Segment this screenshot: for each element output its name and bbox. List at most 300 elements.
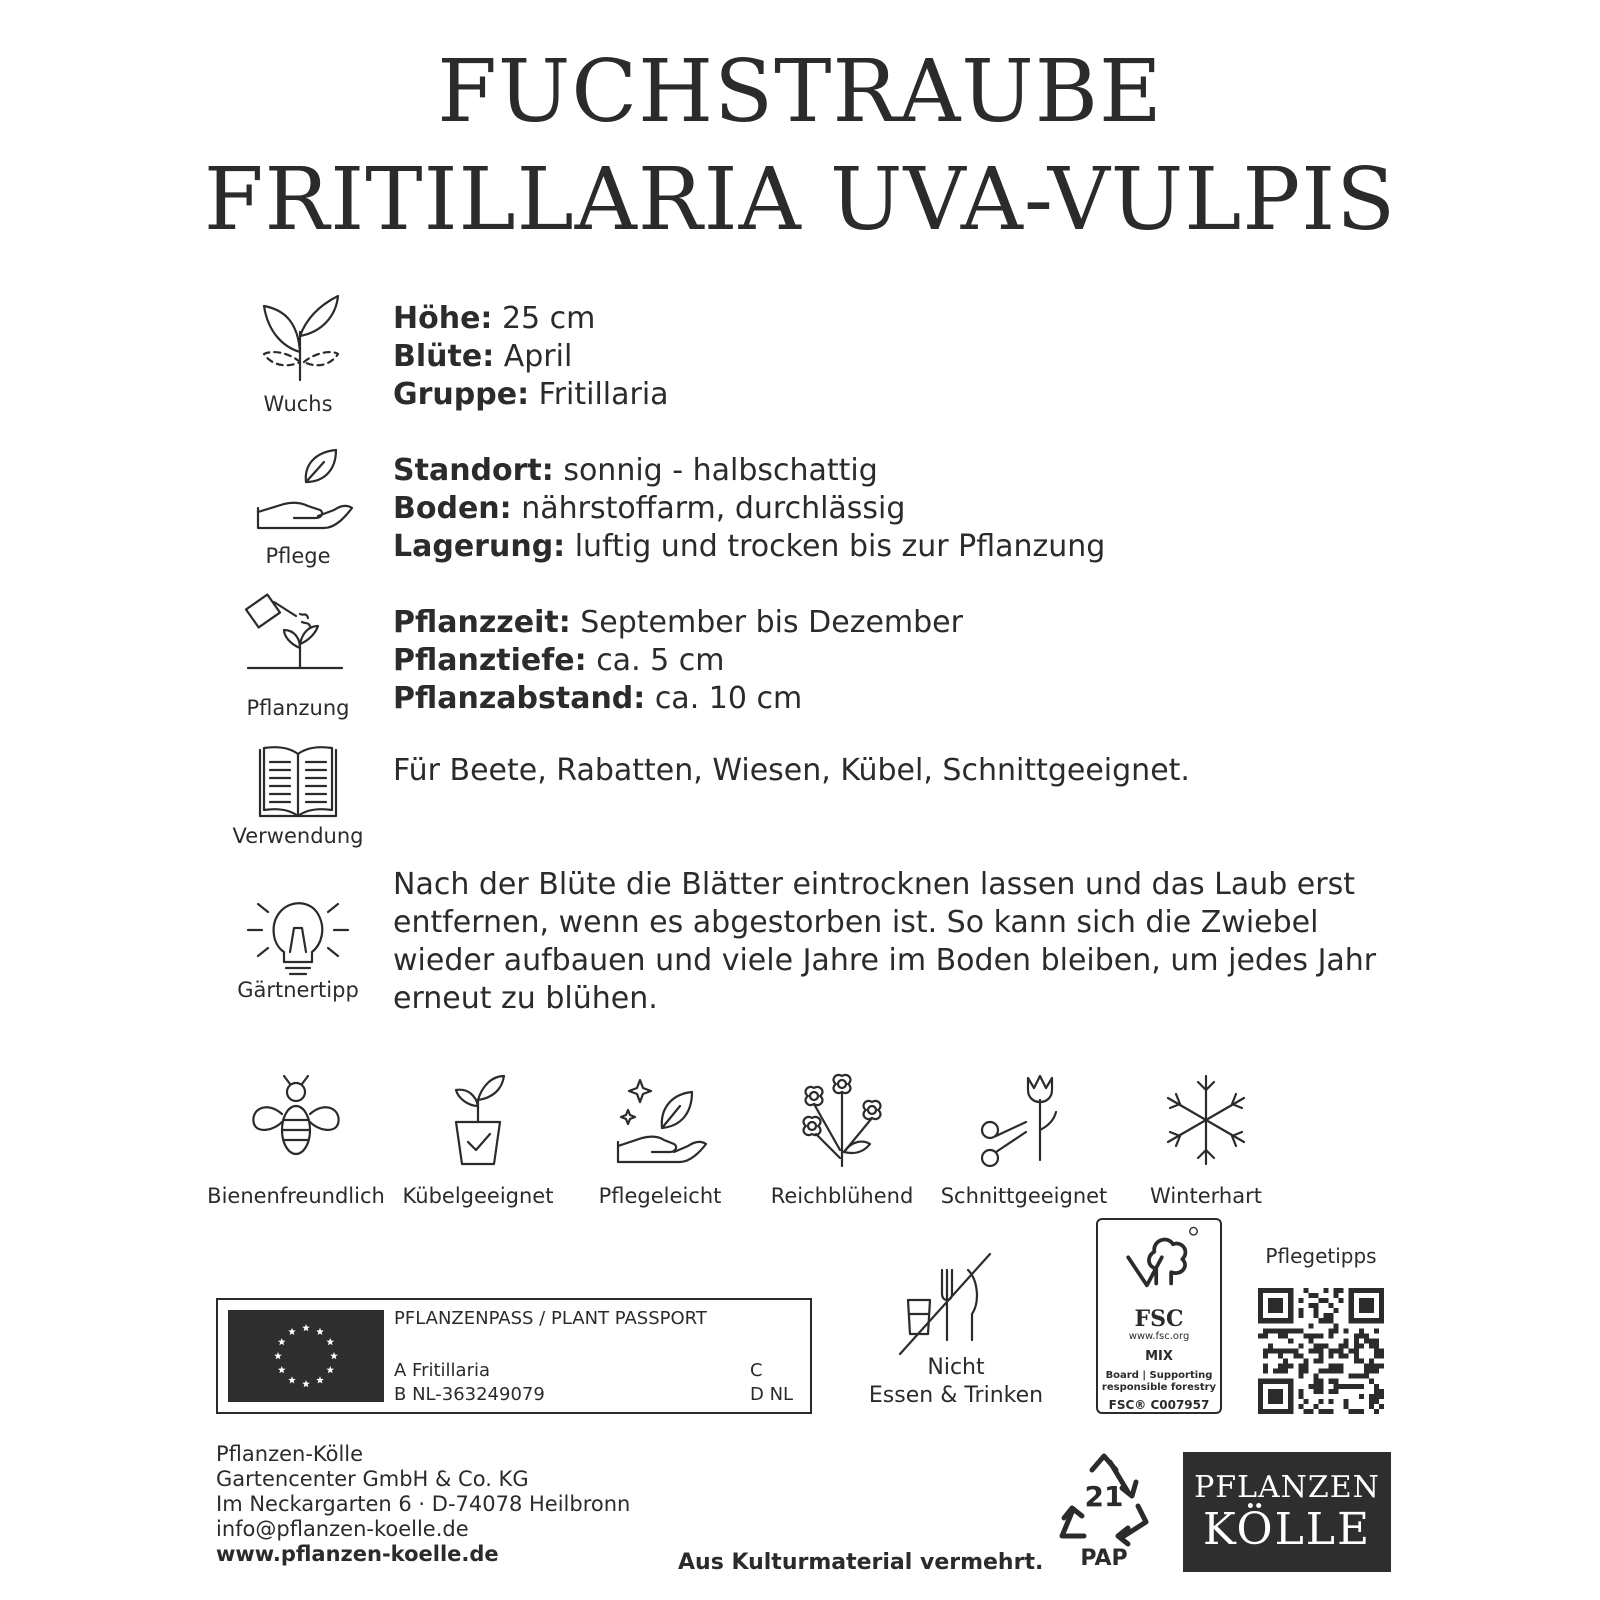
qr-module	[1329, 1389, 1334, 1394]
qr-module	[1339, 1369, 1344, 1374]
qr-module	[1334, 1364, 1339, 1369]
qr-module	[1308, 1293, 1313, 1298]
qr-module	[1283, 1369, 1288, 1374]
qr-module	[1298, 1354, 1303, 1359]
qr-module	[1359, 1328, 1364, 1333]
qr-module	[1369, 1343, 1374, 1348]
qr-module	[1329, 1313, 1334, 1318]
fsc-desc1: Board | Supporting	[1105, 1370, 1213, 1381]
qr-module	[1349, 1308, 1354, 1313]
qr-module	[1268, 1409, 1273, 1414]
qr-module	[1313, 1333, 1318, 1338]
passport-c: C	[750, 1360, 763, 1381]
fsc-code: FSC® C007957	[1108, 1398, 1210, 1412]
qr-module	[1359, 1288, 1364, 1293]
qr-module	[1318, 1369, 1323, 1374]
passport-b: B NL-363249079	[394, 1384, 545, 1405]
qr-module	[1268, 1288, 1273, 1293]
qr-module	[1359, 1343, 1364, 1348]
gaertnertipp-line: Nach der Blüte die Blätter eintrocknen lassen und das Laub erst	[393, 867, 1355, 902]
qr-module	[1334, 1389, 1339, 1394]
qr-module	[1329, 1409, 1334, 1414]
qr-module	[1283, 1328, 1288, 1333]
qr-module	[1318, 1389, 1323, 1394]
qr-module	[1293, 1348, 1298, 1353]
passport-d: D NL	[750, 1384, 794, 1405]
qr-module	[1288, 1338, 1293, 1343]
qr-module	[1369, 1308, 1374, 1313]
qr-module	[1334, 1293, 1339, 1298]
qr-module	[1268, 1298, 1273, 1303]
qr-module	[1268, 1379, 1273, 1384]
qr-module	[1258, 1288, 1263, 1293]
qr-module	[1288, 1328, 1293, 1333]
qr-module	[1318, 1384, 1323, 1389]
qr-module	[1329, 1348, 1334, 1353]
qr-module	[1349, 1313, 1354, 1318]
qr-module	[1278, 1409, 1283, 1414]
flowers-icon	[792, 1070, 892, 1170]
qr-module	[1263, 1328, 1268, 1333]
qr-module	[1324, 1298, 1329, 1303]
qr-module	[1364, 1364, 1369, 1369]
qr-module	[1273, 1328, 1278, 1333]
qr-label: Pflegetipps	[1265, 1244, 1377, 1268]
qr-module	[1334, 1323, 1339, 1328]
qr-module	[1379, 1288, 1384, 1293]
qr-module	[1288, 1399, 1293, 1404]
pflanzung-line: Pflanzabstand: ca. 10 cm	[393, 681, 803, 716]
qr-module	[1318, 1409, 1323, 1414]
feature-kuebelgeeignet	[388, 1070, 568, 1208]
qr-module	[1344, 1399, 1349, 1404]
qr-module	[1268, 1303, 1273, 1308]
qr-module	[1354, 1348, 1359, 1353]
qr-module	[1334, 1384, 1339, 1389]
pflanzung-line: Pflanzzeit: September bis Dezember	[393, 605, 963, 640]
verwendung-label: Verwendung	[232, 824, 364, 848]
qr-module	[1349, 1384, 1354, 1389]
qr-module	[1288, 1313, 1293, 1318]
qr-module	[1278, 1394, 1283, 1399]
qr-module	[1329, 1354, 1334, 1359]
qr-module	[1339, 1298, 1344, 1303]
pflege-line: Lagerung: luftig und trocken bis zur Pflanzung	[393, 529, 1106, 564]
qr-module	[1313, 1384, 1318, 1389]
qr-module	[1313, 1343, 1318, 1348]
qr-module	[1298, 1369, 1303, 1374]
qr-module	[1369, 1288, 1374, 1293]
qr-module	[1313, 1293, 1318, 1298]
qr-module	[1349, 1298, 1354, 1303]
not-edible-line2: Essen & Trinken	[868, 1383, 1044, 1408]
feature-label: Schnittgeeignet	[940, 1184, 1108, 1208]
qr-module	[1329, 1364, 1334, 1369]
qr-module	[1329, 1369, 1334, 1374]
qr-module	[1308, 1409, 1313, 1414]
qr-module	[1278, 1303, 1283, 1308]
qr-module	[1334, 1288, 1339, 1293]
qr-module	[1334, 1328, 1339, 1333]
qr-module	[1278, 1288, 1283, 1293]
qr-module	[1298, 1298, 1303, 1303]
qr-module	[1263, 1369, 1268, 1374]
qr-module	[1308, 1303, 1313, 1308]
pot-plant-icon	[428, 1070, 528, 1170]
qr-module	[1324, 1343, 1329, 1348]
qr-module	[1313, 1404, 1318, 1409]
qr-module	[1329, 1379, 1334, 1384]
qr-module	[1298, 1374, 1303, 1379]
qr-module	[1349, 1303, 1354, 1308]
qr-module	[1339, 1384, 1344, 1389]
qr-module	[1273, 1369, 1278, 1374]
qr-module	[1263, 1333, 1268, 1338]
qr-module	[1374, 1354, 1379, 1359]
qr-module	[1303, 1369, 1308, 1374]
qr-module	[1278, 1364, 1283, 1369]
qr-module	[1263, 1409, 1268, 1414]
qr-module	[1283, 1333, 1288, 1338]
qr-module	[1318, 1348, 1323, 1353]
qr-module	[1359, 1374, 1364, 1379]
recycling-label: PAP	[1080, 1546, 1128, 1571]
qr-module	[1318, 1359, 1323, 1364]
wuchs-line: Blüte: April	[393, 339, 573, 374]
eu-star	[316, 1376, 324, 1383]
feature-label: Kübelgeeignet	[402, 1184, 554, 1208]
address-website[interactable]: www.pflanzen-koelle.de	[216, 1542, 499, 1566]
qr-module	[1303, 1359, 1308, 1364]
qr-module	[1288, 1288, 1293, 1293]
qr-module	[1379, 1404, 1384, 1409]
qr-module	[1308, 1348, 1313, 1353]
qr-module	[1303, 1333, 1308, 1338]
not-edible-text	[856, 1354, 1056, 1410]
qr-module	[1288, 1318, 1293, 1323]
qr-module	[1349, 1374, 1354, 1379]
qr-module	[1354, 1354, 1359, 1359]
qr-module	[1268, 1343, 1273, 1348]
qr-module	[1258, 1394, 1263, 1399]
qr-module	[1354, 1359, 1359, 1364]
qr-module	[1369, 1379, 1374, 1384]
qr-module	[1263, 1379, 1268, 1384]
pflanzung-label: Pflanzung	[246, 696, 350, 720]
qr-module	[1288, 1364, 1293, 1369]
qr-module	[1374, 1394, 1379, 1399]
qr-module	[1379, 1298, 1384, 1303]
qr-module	[1379, 1364, 1384, 1369]
qr-module	[1298, 1343, 1303, 1348]
qr-module	[1324, 1369, 1329, 1374]
qr-module	[1268, 1308, 1273, 1313]
qr-module	[1364, 1333, 1369, 1338]
qr-module	[1313, 1389, 1318, 1394]
qr-module	[1349, 1348, 1354, 1353]
qr-module	[1263, 1318, 1268, 1323]
qr-module	[1374, 1318, 1379, 1323]
qr-module	[1313, 1374, 1318, 1379]
qr-module	[1273, 1303, 1278, 1308]
scissors-tulip-icon	[974, 1070, 1074, 1170]
pflanzung-line: Pflanztiefe: ca. 5 cm	[393, 643, 725, 678]
qr-module	[1268, 1348, 1273, 1353]
verwendung-text: Für Beete, Rabatten, Wiesen, Kübel, Schnittgeeignet.	[393, 753, 1190, 788]
qr-module	[1298, 1364, 1303, 1369]
qr-module	[1263, 1348, 1268, 1353]
fsc-label	[1096, 1218, 1222, 1414]
qr-module	[1258, 1399, 1263, 1404]
wuchs-line: Gruppe: Fritillaria	[393, 377, 669, 412]
qr-module	[1318, 1343, 1323, 1348]
kultur-note: Aus Kulturmaterial vermehrt.	[678, 1550, 1044, 1575]
qr-module	[1359, 1298, 1364, 1303]
qr-code-icon[interactable]	[1258, 1288, 1384, 1414]
qr-module	[1374, 1338, 1379, 1343]
qr-module	[1273, 1308, 1278, 1313]
qr-module	[1278, 1389, 1283, 1394]
qr-module	[1278, 1318, 1283, 1323]
qr-module	[1344, 1328, 1349, 1333]
no-eat-drink-icon	[898, 1250, 1008, 1360]
qr-module	[1359, 1359, 1364, 1364]
qr-module	[1283, 1288, 1288, 1293]
qr-module	[1334, 1348, 1339, 1353]
qr-module	[1329, 1303, 1334, 1308]
qr-module	[1379, 1389, 1384, 1394]
qr-module	[1369, 1303, 1374, 1308]
qr-module	[1359, 1333, 1364, 1338]
qr-module	[1288, 1348, 1293, 1353]
eu-stars-icon	[228, 1310, 384, 1402]
recycling-number: 21	[1084, 1480, 1124, 1513]
eu-star	[274, 1352, 282, 1359]
fsc-mix: MIX	[1145, 1349, 1173, 1364]
qr-module	[1364, 1369, 1369, 1374]
eu-star	[302, 1324, 310, 1331]
qr-module	[1334, 1308, 1339, 1313]
lightbulb-icon	[228, 894, 368, 984]
qr-module	[1339, 1364, 1344, 1369]
qr-module	[1288, 1409, 1293, 1414]
qr-module	[1324, 1318, 1329, 1323]
qr-module	[1298, 1389, 1303, 1394]
qr-module	[1258, 1333, 1263, 1338]
gaertnertipp-line: wieder aufbauen und viele Jahre im Boden bleiben, um jedes Jahr	[393, 943, 1377, 978]
address-email[interactable]: info@pflanzen-koelle.de	[216, 1517, 469, 1541]
qr-module	[1283, 1359, 1288, 1364]
feature-label: Winterhart	[1150, 1184, 1262, 1208]
qr-module	[1288, 1384, 1293, 1389]
qr-module	[1288, 1293, 1293, 1298]
feature-pflegeleicht	[570, 1070, 750, 1208]
qr-module	[1258, 1313, 1263, 1318]
qr-module	[1308, 1338, 1313, 1343]
pflege-line: Boden: nährstoffarm, durchlässig	[393, 491, 906, 526]
page-title-line2: FRITILLARIA UVA-VULPIS	[203, 150, 1397, 250]
eu-star	[326, 1366, 334, 1373]
qr-module	[1318, 1318, 1323, 1323]
qr-module	[1354, 1409, 1359, 1414]
pflege-details	[393, 452, 1105, 566]
feature-winterhart	[1116, 1070, 1296, 1208]
qr-module	[1278, 1348, 1283, 1353]
qr-module	[1313, 1303, 1318, 1308]
fsc-url: www.fsc.org	[1128, 1331, 1190, 1342]
gaertnertipp-label: Gärtnertipp	[237, 978, 359, 1002]
wuchs-line: Höhe: 25 cm	[393, 301, 596, 336]
qr-module	[1329, 1318, 1334, 1323]
qr-module	[1369, 1298, 1374, 1303]
qr-module	[1339, 1288, 1344, 1293]
qr-module	[1329, 1333, 1334, 1338]
pflege-label: Pflege	[265, 544, 331, 568]
qr-module	[1369, 1369, 1374, 1374]
qr-module	[1374, 1348, 1379, 1353]
not-edible-line1: Nicht	[927, 1355, 985, 1380]
address-line: Im Neckargarten 6 · D-74078 Heilbronn	[216, 1492, 631, 1516]
plant-icon	[228, 292, 368, 382]
qr-module	[1288, 1394, 1293, 1399]
qr-module	[1298, 1328, 1303, 1333]
qr-module	[1283, 1364, 1288, 1369]
qr-module	[1369, 1359, 1374, 1364]
eu-star	[278, 1338, 286, 1345]
qr-module	[1278, 1354, 1283, 1359]
qr-module	[1318, 1399, 1323, 1404]
qr-module	[1318, 1333, 1323, 1338]
fsc-brand: FSC	[1134, 1306, 1184, 1332]
fsc-tree-icon	[1098, 1220, 1220, 1304]
qr-module	[1374, 1369, 1379, 1374]
qr-module	[1258, 1389, 1263, 1394]
qr-module	[1354, 1338, 1359, 1343]
qr-module	[1344, 1404, 1349, 1409]
pflanzung-details	[393, 604, 963, 718]
qr-module	[1258, 1298, 1263, 1303]
qr-module	[1344, 1343, 1349, 1348]
eu-star	[278, 1366, 286, 1373]
qr-module	[1293, 1354, 1298, 1359]
qr-module	[1318, 1379, 1323, 1384]
qr-module	[1379, 1318, 1384, 1323]
eu-star	[288, 1328, 296, 1335]
eu-star	[288, 1376, 296, 1383]
passport-a: A Fritillaria	[394, 1360, 491, 1381]
qr-module	[1344, 1338, 1349, 1343]
qr-module	[1359, 1394, 1364, 1399]
qr-module	[1313, 1308, 1318, 1313]
qr-module	[1298, 1308, 1303, 1313]
qr-module	[1329, 1328, 1334, 1333]
qr-module	[1339, 1343, 1344, 1348]
qr-module	[1298, 1313, 1303, 1318]
qr-module	[1303, 1288, 1308, 1293]
qr-module	[1263, 1364, 1268, 1369]
qr-module	[1273, 1348, 1278, 1353]
qr-module	[1349, 1288, 1354, 1293]
qr-module	[1278, 1369, 1283, 1374]
qr-module	[1303, 1399, 1308, 1404]
qr-module	[1313, 1359, 1318, 1364]
qr-module	[1288, 1389, 1293, 1394]
pflanzen-koelle-logo	[1183, 1452, 1391, 1572]
qr-module	[1379, 1394, 1384, 1399]
qr-module	[1268, 1328, 1273, 1333]
qr-module	[1349, 1409, 1354, 1414]
bee-icon	[246, 1070, 346, 1170]
qr-module	[1308, 1384, 1313, 1389]
qr-module	[1258, 1318, 1263, 1323]
qr-module	[1258, 1303, 1263, 1308]
qr-module	[1258, 1308, 1263, 1313]
qr-module	[1369, 1399, 1374, 1404]
qr-module	[1308, 1333, 1313, 1338]
hand-leaf-icon	[228, 444, 368, 534]
eu-star	[302, 1380, 310, 1387]
qr-module	[1303, 1409, 1308, 1414]
qr-module	[1273, 1298, 1278, 1303]
qr-module	[1349, 1293, 1354, 1298]
qr-module	[1359, 1303, 1364, 1308]
qr-module	[1258, 1404, 1263, 1409]
eu-star	[330, 1352, 338, 1359]
qr-module	[1364, 1338, 1369, 1343]
qr-module	[1273, 1399, 1278, 1404]
passport-heading: PFLANZENPASS / PLANT PASSPORT	[394, 1308, 707, 1329]
qr-module	[1344, 1384, 1349, 1389]
wuchs-label: Wuchs	[263, 392, 333, 416]
qr-module	[1359, 1384, 1364, 1389]
qr-module	[1278, 1333, 1283, 1338]
qr-module	[1359, 1308, 1364, 1313]
qr-module	[1298, 1394, 1303, 1399]
qr-module	[1369, 1394, 1374, 1399]
qr-module	[1334, 1379, 1339, 1384]
qr-module	[1379, 1308, 1384, 1313]
qr-module	[1283, 1379, 1288, 1384]
qr-module	[1364, 1308, 1369, 1313]
qr-module	[1278, 1379, 1283, 1384]
recycling-icon	[1054, 1452, 1154, 1548]
qr-module	[1308, 1323, 1313, 1328]
qr-module	[1283, 1318, 1288, 1323]
qr-module	[1324, 1288, 1329, 1293]
qr-module	[1318, 1354, 1323, 1359]
qr-module	[1268, 1318, 1273, 1323]
qr-module	[1318, 1298, 1323, 1303]
qr-module	[1354, 1384, 1359, 1389]
qr-module	[1313, 1348, 1318, 1353]
gaertnertipp-details	[393, 866, 1377, 1018]
qr-module	[1369, 1364, 1374, 1369]
feature-schnittgeeignet	[934, 1070, 1114, 1208]
qr-module	[1288, 1303, 1293, 1308]
qr-module	[1273, 1394, 1278, 1399]
qr-module	[1263, 1354, 1268, 1359]
qr-module	[1278, 1399, 1283, 1404]
qr-module	[1374, 1389, 1379, 1394]
qr-module	[1258, 1384, 1263, 1389]
qr-module	[1258, 1379, 1263, 1384]
qr-module	[1364, 1303, 1369, 1308]
pflege-line: Standort: sonnig - halbschattig	[393, 453, 878, 488]
qr-module	[1303, 1364, 1308, 1369]
qr-module	[1379, 1348, 1384, 1353]
qr-module	[1268, 1399, 1273, 1404]
feature-bienenfreundlich	[206, 1070, 386, 1208]
